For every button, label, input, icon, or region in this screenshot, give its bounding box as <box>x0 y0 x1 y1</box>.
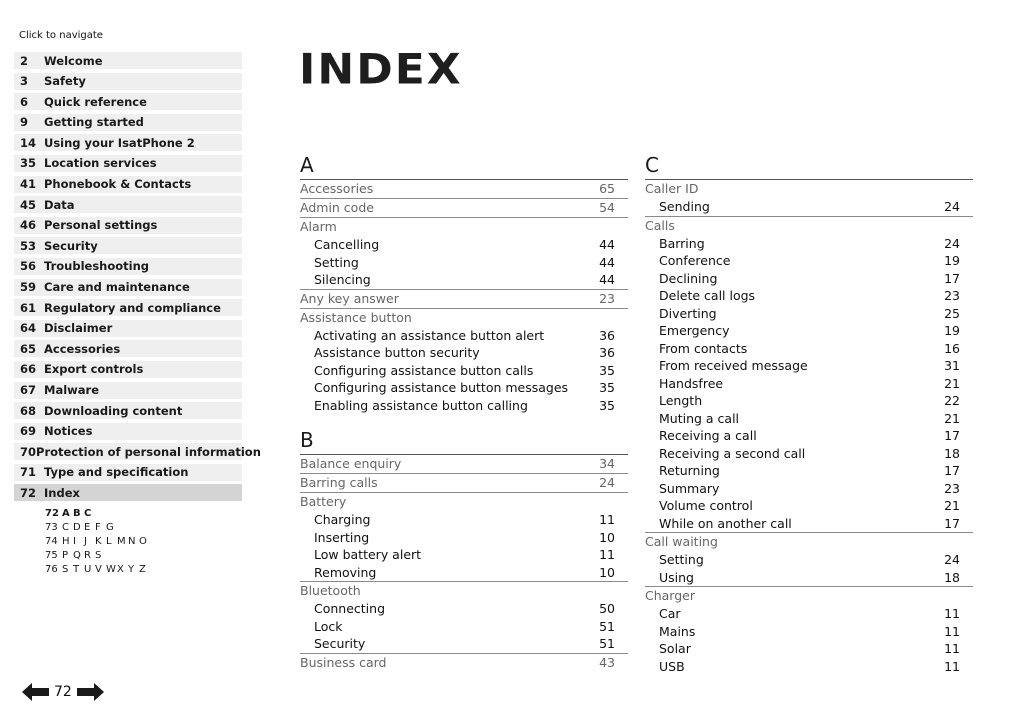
index-page-ref: 24 <box>944 199 960 214</box>
index-subentry[interactable] <box>645 445 973 463</box>
sidebar-item-page: 2 <box>20 53 29 68</box>
index-page-ref: 19 <box>944 323 960 338</box>
index-page-ref: 50 <box>599 601 615 616</box>
index-page-ref: 25 <box>944 305 960 321</box>
sidebar-item-label: Safety <box>44 74 86 89</box>
index-subterm: Returning <box>659 463 720 478</box>
index-subterm: Silencing <box>314 272 371 287</box>
index-page-ref: 11 <box>944 658 960 674</box>
index-page-ref: 10 <box>599 529 615 545</box>
sidebar-item-page: 45 <box>20 197 37 212</box>
sidebar-item-label: Malware <box>44 383 100 397</box>
index-page-ref <box>940 217 960 235</box>
index-page-ref: 36 <box>599 327 615 343</box>
index-page-ref: 17 <box>944 463 960 478</box>
index-letter-link[interactable]: L <box>106 536 112 547</box>
sidebar-item-label: Getting started <box>44 115 144 130</box>
sidebar-item[interactable] <box>14 382 242 399</box>
index-letter-link[interactable]: O <box>139 536 147 547</box>
sidebar-item-label: Location services <box>44 156 157 171</box>
sidebar-item-page: 68 <box>20 403 37 418</box>
index-page-ref: 35 <box>599 380 615 395</box>
index-subentry[interactable] <box>300 362 628 380</box>
index-term: Balance enquiry <box>300 456 402 471</box>
index-subentry[interactable] <box>300 635 628 653</box>
index-entry <box>645 533 973 587</box>
index-page-ref: 35 <box>599 397 615 413</box>
sidebar-item-label: Export controls <box>44 362 144 377</box>
index-subentry[interactable] <box>645 392 973 410</box>
index-subentry[interactable] <box>645 551 973 569</box>
index-letter-link[interactable]: X <box>117 564 124 575</box>
index-letter-link[interactable]: H <box>62 536 70 547</box>
index-page-number: 76 <box>45 564 58 575</box>
index-term: Business card <box>300 654 387 670</box>
index-subentry[interactable] <box>300 511 628 529</box>
index-subentry[interactable] <box>645 569 973 587</box>
index-subterm: Car <box>659 606 681 621</box>
sidebar-item[interactable] <box>14 155 242 172</box>
index-subentry[interactable] <box>300 600 628 618</box>
index-page-ref: 35 <box>599 362 615 378</box>
index-page-ref: 19 <box>944 253 960 268</box>
sidebar-item-page: 67 <box>20 383 37 397</box>
index-page-ref: 51 <box>599 636 615 651</box>
index-entry-row[interactable] <box>645 587 973 605</box>
sidebar-item[interactable] <box>14 196 242 213</box>
index-subentry[interactable] <box>645 427 973 445</box>
sidebar-item[interactable] <box>14 217 242 234</box>
index-letter-link[interactable]: Z <box>139 564 146 575</box>
sidebar-item-label: Care and maintenance <box>44 280 190 295</box>
sidebar-item-page: 46 <box>20 218 37 233</box>
index-letter-link[interactable]: A <box>62 508 70 519</box>
section-letter: A <box>300 153 628 180</box>
index-page-ref: 44 <box>599 237 615 252</box>
index-letter-link[interactable]: P <box>62 550 69 561</box>
index-subentry[interactable] <box>645 623 973 641</box>
index-subterm: Sending <box>659 199 710 214</box>
index-entry-row[interactable] <box>300 455 628 473</box>
index-subterm: Receiving a call <box>659 428 757 443</box>
index-term: Barring calls <box>300 475 378 490</box>
index-subentry[interactable] <box>300 379 628 397</box>
index-page-ref: 51 <box>599 618 615 634</box>
page-number: 72 <box>54 684 72 700</box>
index-subentry[interactable] <box>645 515 973 533</box>
sidebar-item-label: Personal settings <box>44 218 158 233</box>
index-page-ref: 23 <box>944 480 960 496</box>
sidebar-item-page: 71 <box>20 465 37 480</box>
index-entry <box>645 180 973 217</box>
index-entry-row[interactable] <box>645 180 973 198</box>
index-letter-link[interactable]: K <box>95 536 102 547</box>
index-page-ref: 24 <box>599 475 615 490</box>
index-page-ref: 24 <box>944 235 960 251</box>
index-subentry[interactable] <box>645 462 973 480</box>
index-letter-link[interactable]: V <box>95 564 102 575</box>
index-entry-row[interactable] <box>300 654 628 672</box>
page-title: INDEX <box>299 45 463 94</box>
index-page-ref: 36 <box>599 345 615 360</box>
sidebar-item[interactable] <box>14 258 242 275</box>
index-page-ref: 34 <box>599 456 615 471</box>
index-letter-link[interactable]: S <box>62 564 69 575</box>
index-letter-link[interactable]: B <box>73 508 81 519</box>
index-term: Admin code <box>300 200 374 215</box>
index-page-number: 72 <box>45 508 59 519</box>
sidebar-item-label: Phonebook & Contacts <box>44 177 192 192</box>
index-entry <box>300 582 628 654</box>
index-subterm: Setting <box>314 254 359 270</box>
index-entry <box>300 290 628 309</box>
sidebar-item[interactable] <box>14 279 242 296</box>
index-subterm: Handsfree <box>659 375 724 391</box>
sidebar-item[interactable] <box>14 134 242 151</box>
index-letter-link[interactable]: F <box>95 522 101 533</box>
index-section <box>300 153 628 414</box>
index-subterm: Low battery alert <box>314 547 422 562</box>
index-page-ref <box>595 582 615 600</box>
index-subentry[interactable] <box>645 497 973 515</box>
index-subentry[interactable] <box>645 235 973 253</box>
index-page-number: 73 <box>45 522 58 533</box>
index-subentry[interactable] <box>300 254 628 272</box>
sidebar-item-label: Troubleshooting <box>44 259 150 274</box>
index-entry <box>645 217 973 534</box>
sidebar-item-page: 56 <box>20 259 37 274</box>
index-entry <box>300 474 628 493</box>
sidebar-item-label: Using your IsatPhone 2 <box>44 135 195 150</box>
index-page-ref: 11 <box>599 512 615 527</box>
index-page-ref: 10 <box>599 564 615 580</box>
index-entry-row[interactable] <box>645 217 973 235</box>
index-letter-nav <box>45 507 150 577</box>
sidebar-item[interactable] <box>14 443 261 460</box>
index-subentry[interactable] <box>300 271 628 289</box>
index-letter-link[interactable]: D <box>73 522 81 533</box>
sidebar-item[interactable] <box>14 320 242 337</box>
index-subterm: Conference <box>659 253 731 268</box>
section-letter: B <box>300 428 628 455</box>
sidebar-item-label: Accessories <box>44 341 121 356</box>
index-letter-link[interactable]: Y <box>128 564 135 575</box>
index-subterm: Solar <box>659 641 691 656</box>
sidebar-item-page: 9 <box>20 115 29 130</box>
index-page-ref <box>940 533 960 551</box>
left-arrow-icon[interactable] <box>22 683 50 701</box>
sidebar-item[interactable] <box>14 52 242 69</box>
index-page-ref <box>595 493 615 511</box>
index-page-ref: 44 <box>599 272 615 287</box>
index-entry <box>300 218 628 290</box>
index-entry <box>645 587 973 675</box>
index-page-link[interactable] <box>45 549 150 563</box>
index-subterm: Delete call logs <box>659 288 756 303</box>
index-subentry[interactable] <box>300 344 628 362</box>
sidebar-item[interactable] <box>14 93 242 110</box>
index-page-ref: 11 <box>599 547 615 562</box>
sidebar-item-page: 59 <box>20 280 37 295</box>
index-page-link[interactable] <box>45 521 150 535</box>
index-subterm: Volume control <box>659 498 753 513</box>
index-page-ref: 23 <box>599 290 615 306</box>
sidebar-item-page: 69 <box>20 424 37 439</box>
index-term: Bluetooth <box>300 583 361 598</box>
sidebar-item-page: 6 <box>20 94 29 109</box>
sidebar-item-page: 61 <box>20 300 37 315</box>
sidebar-item[interactable] <box>14 423 242 440</box>
index-page-ref: 17 <box>944 428 960 443</box>
index-subterm: Length <box>659 393 703 408</box>
sidebar-item-label: Type and specification <box>44 465 189 480</box>
sidebar-item-page: 14 <box>20 135 37 150</box>
index-page-ref: 43 <box>599 654 615 670</box>
index-subentry[interactable] <box>645 375 973 393</box>
index-subentry[interactable] <box>645 322 973 340</box>
sidebar-item[interactable] <box>14 402 242 419</box>
index-letter-link[interactable]: E <box>84 522 91 533</box>
index-term: Call waiting <box>645 534 718 549</box>
index-page-ref: 65 <box>599 181 615 196</box>
index-subterm: Emergency <box>659 323 730 338</box>
sidebar-item[interactable] <box>14 361 242 378</box>
index-subentry[interactable] <box>645 410 973 428</box>
index-entry <box>300 309 628 415</box>
index-letter-link[interactable]: M <box>117 536 126 547</box>
sidebar-item-page: 3 <box>20 74 29 89</box>
index-subentry[interactable] <box>645 640 973 658</box>
index-page-ref: 44 <box>599 254 615 270</box>
index-entry <box>300 180 628 199</box>
index-page-number: 74 <box>45 536 58 547</box>
index-subentry[interactable] <box>300 327 628 345</box>
index-entry <box>300 455 628 474</box>
index-subterm: USB <box>659 658 685 674</box>
index-page-link[interactable] <box>45 507 150 521</box>
index-subentry[interactable] <box>645 340 973 358</box>
sidebar-item-label: Notices <box>44 424 93 439</box>
index-page-ref: 17 <box>944 270 960 286</box>
index-page-ref <box>595 218 615 236</box>
sidebar-item[interactable] <box>14 464 242 481</box>
section-letter: C <box>645 153 973 180</box>
chapter-nav <box>14 52 261 505</box>
index-subterm: Configuring assistance button calls <box>314 362 534 378</box>
index-page-ref: 24 <box>944 552 960 567</box>
index-entry-row[interactable] <box>300 309 628 327</box>
index-subterm: From received message <box>659 358 808 373</box>
index-page-ref: 11 <box>944 641 960 656</box>
index-subentry[interactable] <box>645 305 973 323</box>
navigation-hint: Click to navigate <box>19 30 103 41</box>
index-subterm: Activating an assistance button alert <box>314 327 545 343</box>
sidebar-item-label: Index <box>44 485 80 500</box>
index-entry-row[interactable] <box>300 474 628 492</box>
index-subterm: Receiving a second call <box>659 445 806 461</box>
index-subterm: Mains <box>659 623 696 639</box>
index-page-ref <box>595 309 615 327</box>
sidebar-item-page: 65 <box>20 341 37 356</box>
index-subterm: Declining <box>659 270 718 286</box>
sidebar-item-label: Welcome <box>44 53 103 68</box>
index-letter-link[interactable]: C <box>84 508 92 519</box>
index-entry <box>300 654 628 672</box>
index-term: Assistance button <box>300 309 412 325</box>
sidebar-item[interactable] <box>14 484 242 501</box>
index-entry-row[interactable] <box>300 290 628 308</box>
index-page-link[interactable] <box>45 535 150 549</box>
index-page-ref: 16 <box>944 340 960 356</box>
index-page-ref: 11 <box>944 623 960 639</box>
index-letter-link[interactable]: Q <box>73 550 81 561</box>
index-entry-row[interactable] <box>645 533 973 551</box>
sidebar-item-page: 72 <box>20 485 37 500</box>
sidebar-item-page: 66 <box>20 362 37 377</box>
index-subterm: Using <box>659 569 694 585</box>
sidebar-item-label: Data <box>44 197 75 212</box>
index-page-ref: 17 <box>944 515 960 531</box>
sidebar-item-label: Protection of personal information <box>36 444 261 459</box>
index-entry-row[interactable] <box>300 218 628 236</box>
index-subentry[interactable] <box>300 618 628 636</box>
index-entry-row[interactable] <box>300 582 628 600</box>
index-page-ref: 21 <box>944 498 960 513</box>
sidebar-item[interactable] <box>14 299 242 316</box>
sidebar-item-label: Regulatory and compliance <box>44 300 221 315</box>
index-letter-link[interactable]: W <box>106 564 116 575</box>
index-entry-row[interactable] <box>300 493 628 511</box>
index-subterm: Muting a call <box>659 410 740 426</box>
sidebar-item-page: 35 <box>20 156 37 171</box>
index-subentry[interactable] <box>300 236 628 254</box>
index-page-link[interactable] <box>45 563 150 577</box>
index-subentry[interactable] <box>645 287 973 305</box>
index-term: Calls <box>645 217 675 233</box>
index-page-ref: 23 <box>944 288 960 303</box>
index-term: Accessories <box>300 181 374 196</box>
index-subterm: Security <box>314 636 366 651</box>
sidebar-item-label: Security <box>44 238 98 253</box>
index-section <box>645 153 973 675</box>
index-page-ref: 21 <box>944 410 960 426</box>
sidebar-item-page: 64 <box>20 321 37 336</box>
index-page-ref <box>940 587 960 605</box>
index-subentry[interactable] <box>645 198 973 216</box>
index-page-ref: 18 <box>944 569 960 585</box>
index-subterm: Barring <box>659 235 705 251</box>
index-subterm: Charging <box>314 512 371 527</box>
index-subentry[interactable] <box>300 529 628 547</box>
sidebar-item[interactable] <box>14 176 242 193</box>
index-letter-link[interactable]: N <box>128 536 136 547</box>
index-letter-link[interactable]: J <box>84 536 87 547</box>
index-page-ref: 31 <box>944 358 960 373</box>
index-column-left <box>300 153 628 686</box>
sidebar-item-label: Downloading content <box>44 403 183 418</box>
index-page-ref: 11 <box>944 606 960 621</box>
sidebar-item-label: Disclaimer <box>44 321 113 336</box>
index-page-ref <box>940 180 960 198</box>
index-subterm: Configuring assistance button messages <box>314 380 569 395</box>
index-page-ref: 21 <box>944 375 960 391</box>
index-page-ref: 54 <box>599 200 615 215</box>
index-letter-link[interactable]: U <box>84 564 92 575</box>
index-subentry[interactable] <box>300 564 628 582</box>
index-letter-link[interactable]: C <box>62 522 69 533</box>
index-page-ref: 22 <box>944 393 960 408</box>
sidebar-item-page: 53 <box>20 238 37 253</box>
index-page-number: 75 <box>45 550 58 561</box>
index-term: Any key answer <box>300 290 399 306</box>
index-subterm: Connecting <box>314 601 386 616</box>
index-entry <box>300 199 628 218</box>
sidebar-item-page: 70 <box>20 444 37 459</box>
index-subterm: While on another call <box>659 515 792 531</box>
index-letter-link[interactable]: G <box>106 522 114 533</box>
index-term: Charger <box>645 588 695 603</box>
index-subterm: Assistance button security <box>314 345 480 360</box>
index-subterm: Summary <box>659 480 720 496</box>
sidebar-item-page: 41 <box>20 177 37 192</box>
index-letter-link[interactable]: S <box>95 550 102 561</box>
sidebar-item[interactable] <box>14 340 242 357</box>
index-subterm: From contacts <box>659 340 748 356</box>
sidebar-item[interactable] <box>14 114 242 131</box>
index-term: Battery <box>300 494 347 509</box>
index-letter-link[interactable]: R <box>84 550 91 561</box>
index-letter-link[interactable]: T <box>73 564 80 575</box>
index-entry-row[interactable] <box>300 180 628 198</box>
index-entry <box>300 493 628 582</box>
index-column-right <box>645 153 973 689</box>
index-subentry[interactable] <box>645 658 973 676</box>
index-letter-link[interactable]: I <box>73 536 76 547</box>
index-subterm: Setting <box>659 552 704 567</box>
right-arrow-icon[interactable] <box>76 683 104 701</box>
index-term: Alarm <box>300 219 337 234</box>
page-pager <box>22 683 104 701</box>
index-subentry[interactable] <box>300 546 628 564</box>
index-subterm: Inserting <box>314 529 370 545</box>
sidebar-item-label: Quick reference <box>44 94 147 109</box>
sidebar-item[interactable] <box>14 73 242 90</box>
sidebar-item[interactable] <box>14 237 242 254</box>
index-term: Caller ID <box>645 181 699 196</box>
index-subentry[interactable] <box>645 270 973 288</box>
index-section <box>300 428 628 672</box>
index-subentry[interactable] <box>645 252 973 270</box>
index-subterm: Removing <box>314 564 377 580</box>
index-subentry[interactable] <box>300 397 628 415</box>
index-subterm: Diverting <box>659 305 717 321</box>
index-page-ref: 18 <box>944 445 960 461</box>
index-subterm: Lock <box>314 618 343 634</box>
index-subentry[interactable] <box>645 480 973 498</box>
index-subentry[interactable] <box>645 605 973 623</box>
index-entry-row[interactable] <box>300 199 628 217</box>
index-subterm: Cancelling <box>314 237 380 252</box>
index-subterm: Enabling assistance button calling <box>314 397 528 413</box>
index-subentry[interactable] <box>645 357 973 375</box>
